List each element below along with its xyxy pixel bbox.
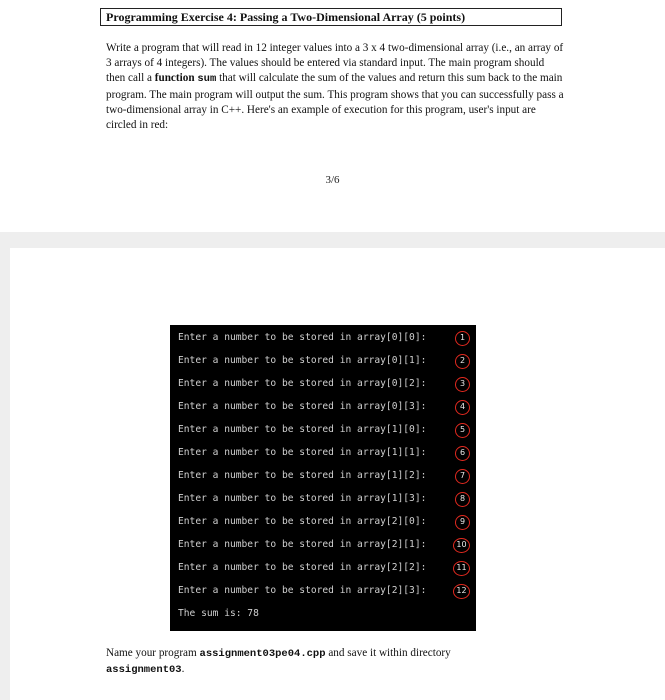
desc-part-2: that will calculate the sum of the values and return this sum back to the main program. The main program will output the sum. This program shows that you can successfully pass a two-dimensional array in C++. Here's an example of execution for this program, user's input are circled in red: (106, 72, 564, 132)
terminal-prompt-line: Enter a number to be stored in array[1][2]: (178, 470, 427, 481)
terminal-output-screenshot (170, 325, 476, 631)
terminal-prompt-line: Enter a number to be stored in array[2][1]: (178, 539, 427, 550)
user-input-circled: 10 (453, 538, 470, 553)
user-input-circled: 6 (455, 446, 470, 461)
desc-code-sum: sum (197, 73, 217, 86)
document-page-2 (10, 248, 665, 700)
terminal-prompt-line: Enter a number to be stored in array[2][3]: (178, 585, 427, 596)
exercise-description (106, 41, 566, 133)
footer-directory: assignment03 (106, 663, 182, 676)
user-input-circled: 5 (455, 423, 470, 438)
terminal-prompt-line: Enter a number to be stored in array[0][1]: (178, 355, 427, 366)
exercise-title: Programming Exercise 4: Passing a Two-Dimensional Array (5 points) (100, 8, 562, 26)
terminal-prompt-line: Enter a number to be stored in array[2][2]: (178, 562, 427, 573)
user-input-circled: 4 (455, 400, 470, 415)
user-input-circled: 3 (455, 377, 470, 392)
desc-part-1: Write a program that will read in 12 integer values into a 3 x 4 two-dimensional array (i.e., an array of 3 arrays of 4 integers). The values should be entered via standard input. The main program should then call a (106, 42, 564, 85)
desc-bold-function: function (154, 72, 198, 85)
terminal-prompt-line: Enter a number to be stored in array[1][1]: (178, 447, 427, 458)
terminal-prompt-line: Enter a number to be stored in array[0][2]: (178, 378, 427, 389)
terminal-prompt-line: Enter a number to be stored in array[0][3]: (178, 401, 427, 412)
user-input-circled: 12 (453, 584, 470, 599)
user-input-circled: 7 (455, 469, 470, 484)
terminal-prompt-line: Enter a number to be stored in array[0][0]: (178, 332, 427, 343)
user-input-circled: 8 (455, 492, 470, 507)
terminal-sum-result: The sum is: 78 (178, 608, 259, 619)
user-input-circled: 1 (455, 331, 470, 346)
user-input-circled: 2 (455, 354, 470, 369)
terminal-prompt-line: Enter a number to be stored in array[1][0]: (178, 424, 427, 435)
user-input-circled: 9 (455, 515, 470, 530)
terminal-prompt-line: Enter a number to be stored in array[1][3]: (178, 493, 427, 504)
footer-filename: assignment03pe04.cpp (199, 648, 326, 660)
document-page-1 (0, 0, 665, 232)
user-input-circled: 11 (453, 561, 470, 576)
footer-text-2: and save it within directory (325, 647, 451, 659)
page-number: 3/6 (325, 174, 340, 186)
footer-instructions (106, 646, 586, 677)
footer-text-3: . (181, 662, 185, 675)
footer-text-1: Name your program (106, 647, 200, 659)
terminal-prompt-line: Enter a number to be stored in array[2][0]: (178, 516, 427, 527)
